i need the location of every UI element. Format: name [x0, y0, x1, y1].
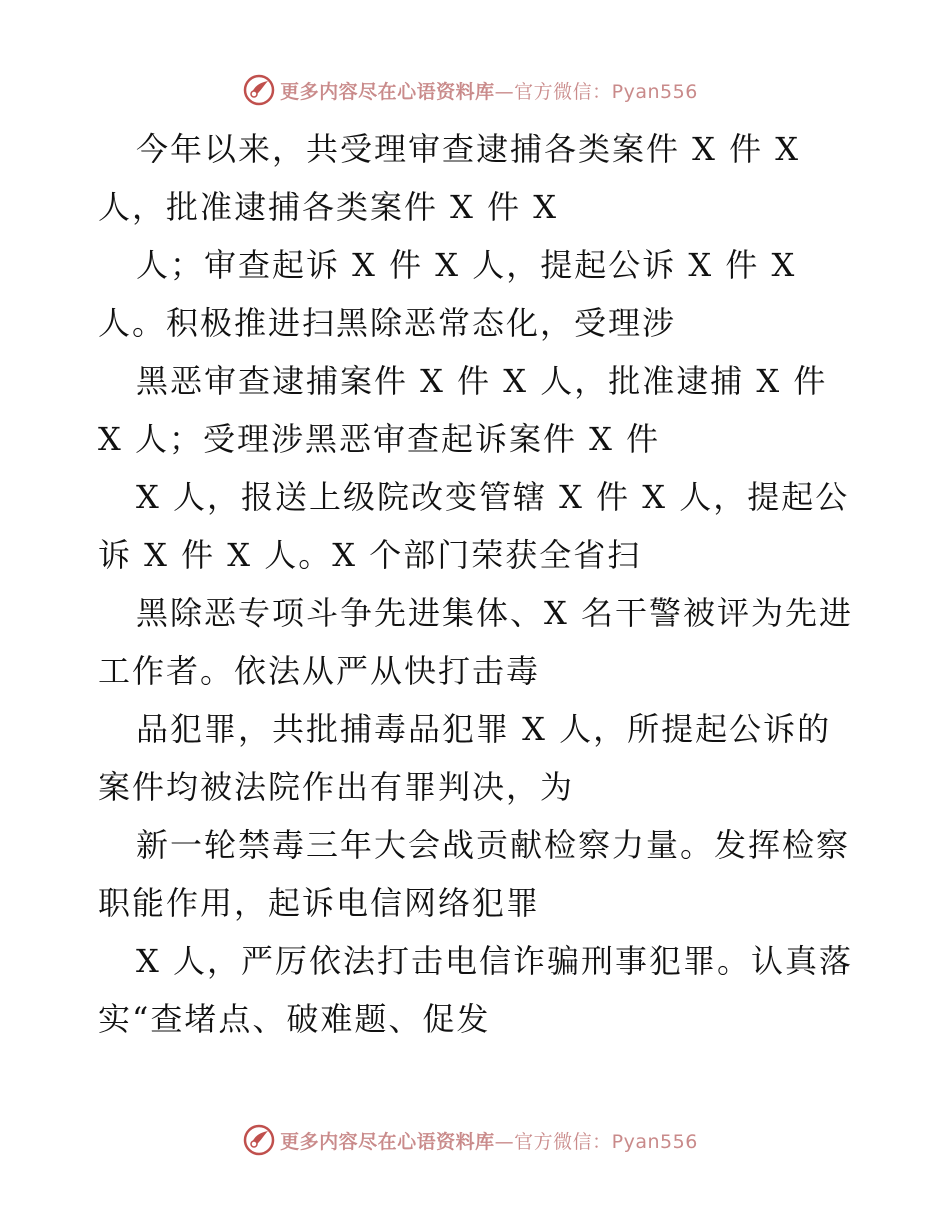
header-banner-text	[280, 77, 698, 104]
body-line: 工作者。依法从严从快打击毒	[98, 652, 541, 690]
brand-logo-icon	[242, 73, 276, 107]
body-line: 案件均被法院作出有罪判决，为	[98, 768, 575, 806]
body-line: 今年以来，共受理审查逮捕各类案件 X 件 X	[136, 130, 801, 168]
body-line: 黑恶审查逮捕案件 X 件 X 人，批准逮捕 X 件	[136, 362, 828, 400]
body-line: 新一轮禁毒三年大会战贡献检察力量。发挥检察	[136, 826, 851, 864]
body-line: 黑除恶专项斗争先进集体、X 名干警被评为先进	[136, 594, 853, 632]
body-line: X 人，严厉依法打击电信诈骗刑事犯罪。认真落	[136, 942, 853, 980]
body-line: X 人，报送上级院改变管辖 X 件 X 人，提起公	[136, 478, 850, 516]
body-line: X 人；受理涉黑恶审查起诉案件 X 件	[98, 420, 661, 458]
header-banner-dash: —	[494, 80, 515, 103]
body-line: 诉 X 件 X 人。X 个部门荣获全省扫	[98, 536, 642, 574]
brand-logo-icon	[242, 1123, 276, 1157]
body-line: 品犯罪，共批捕毒品犯罪 X 人，所提起公诉的	[136, 710, 832, 748]
body-line: 人，批准逮捕各类案件 X 件 X	[98, 188, 559, 226]
footer-banner-text	[280, 1127, 698, 1154]
body-line: 人；审查起诉 X 件 X 人，提起公诉 X 件 X	[136, 246, 797, 284]
body-line: 人。积极推进扫黑除恶常态化，受理涉	[98, 304, 677, 342]
footer-banner-dash: —	[494, 1130, 515, 1153]
header-banner-main: 更多内容尽在心语资料库	[280, 80, 495, 103]
header-banner-sub: 官方微信：Pyan556	[514, 80, 698, 103]
footer-banner-main: 更多内容尽在心语资料库	[280, 1130, 495, 1153]
body-line: 实“查堵点、破难题、促发	[98, 1000, 491, 1038]
footer-banner	[0, 1120, 950, 1160]
document-body	[98, 120, 868, 1048]
body-line: 职能作用，起诉电信网络犯罪	[98, 884, 541, 922]
header-banner	[0, 70, 950, 110]
footer-banner-sub: 官方微信：Pyan556	[514, 1130, 698, 1153]
